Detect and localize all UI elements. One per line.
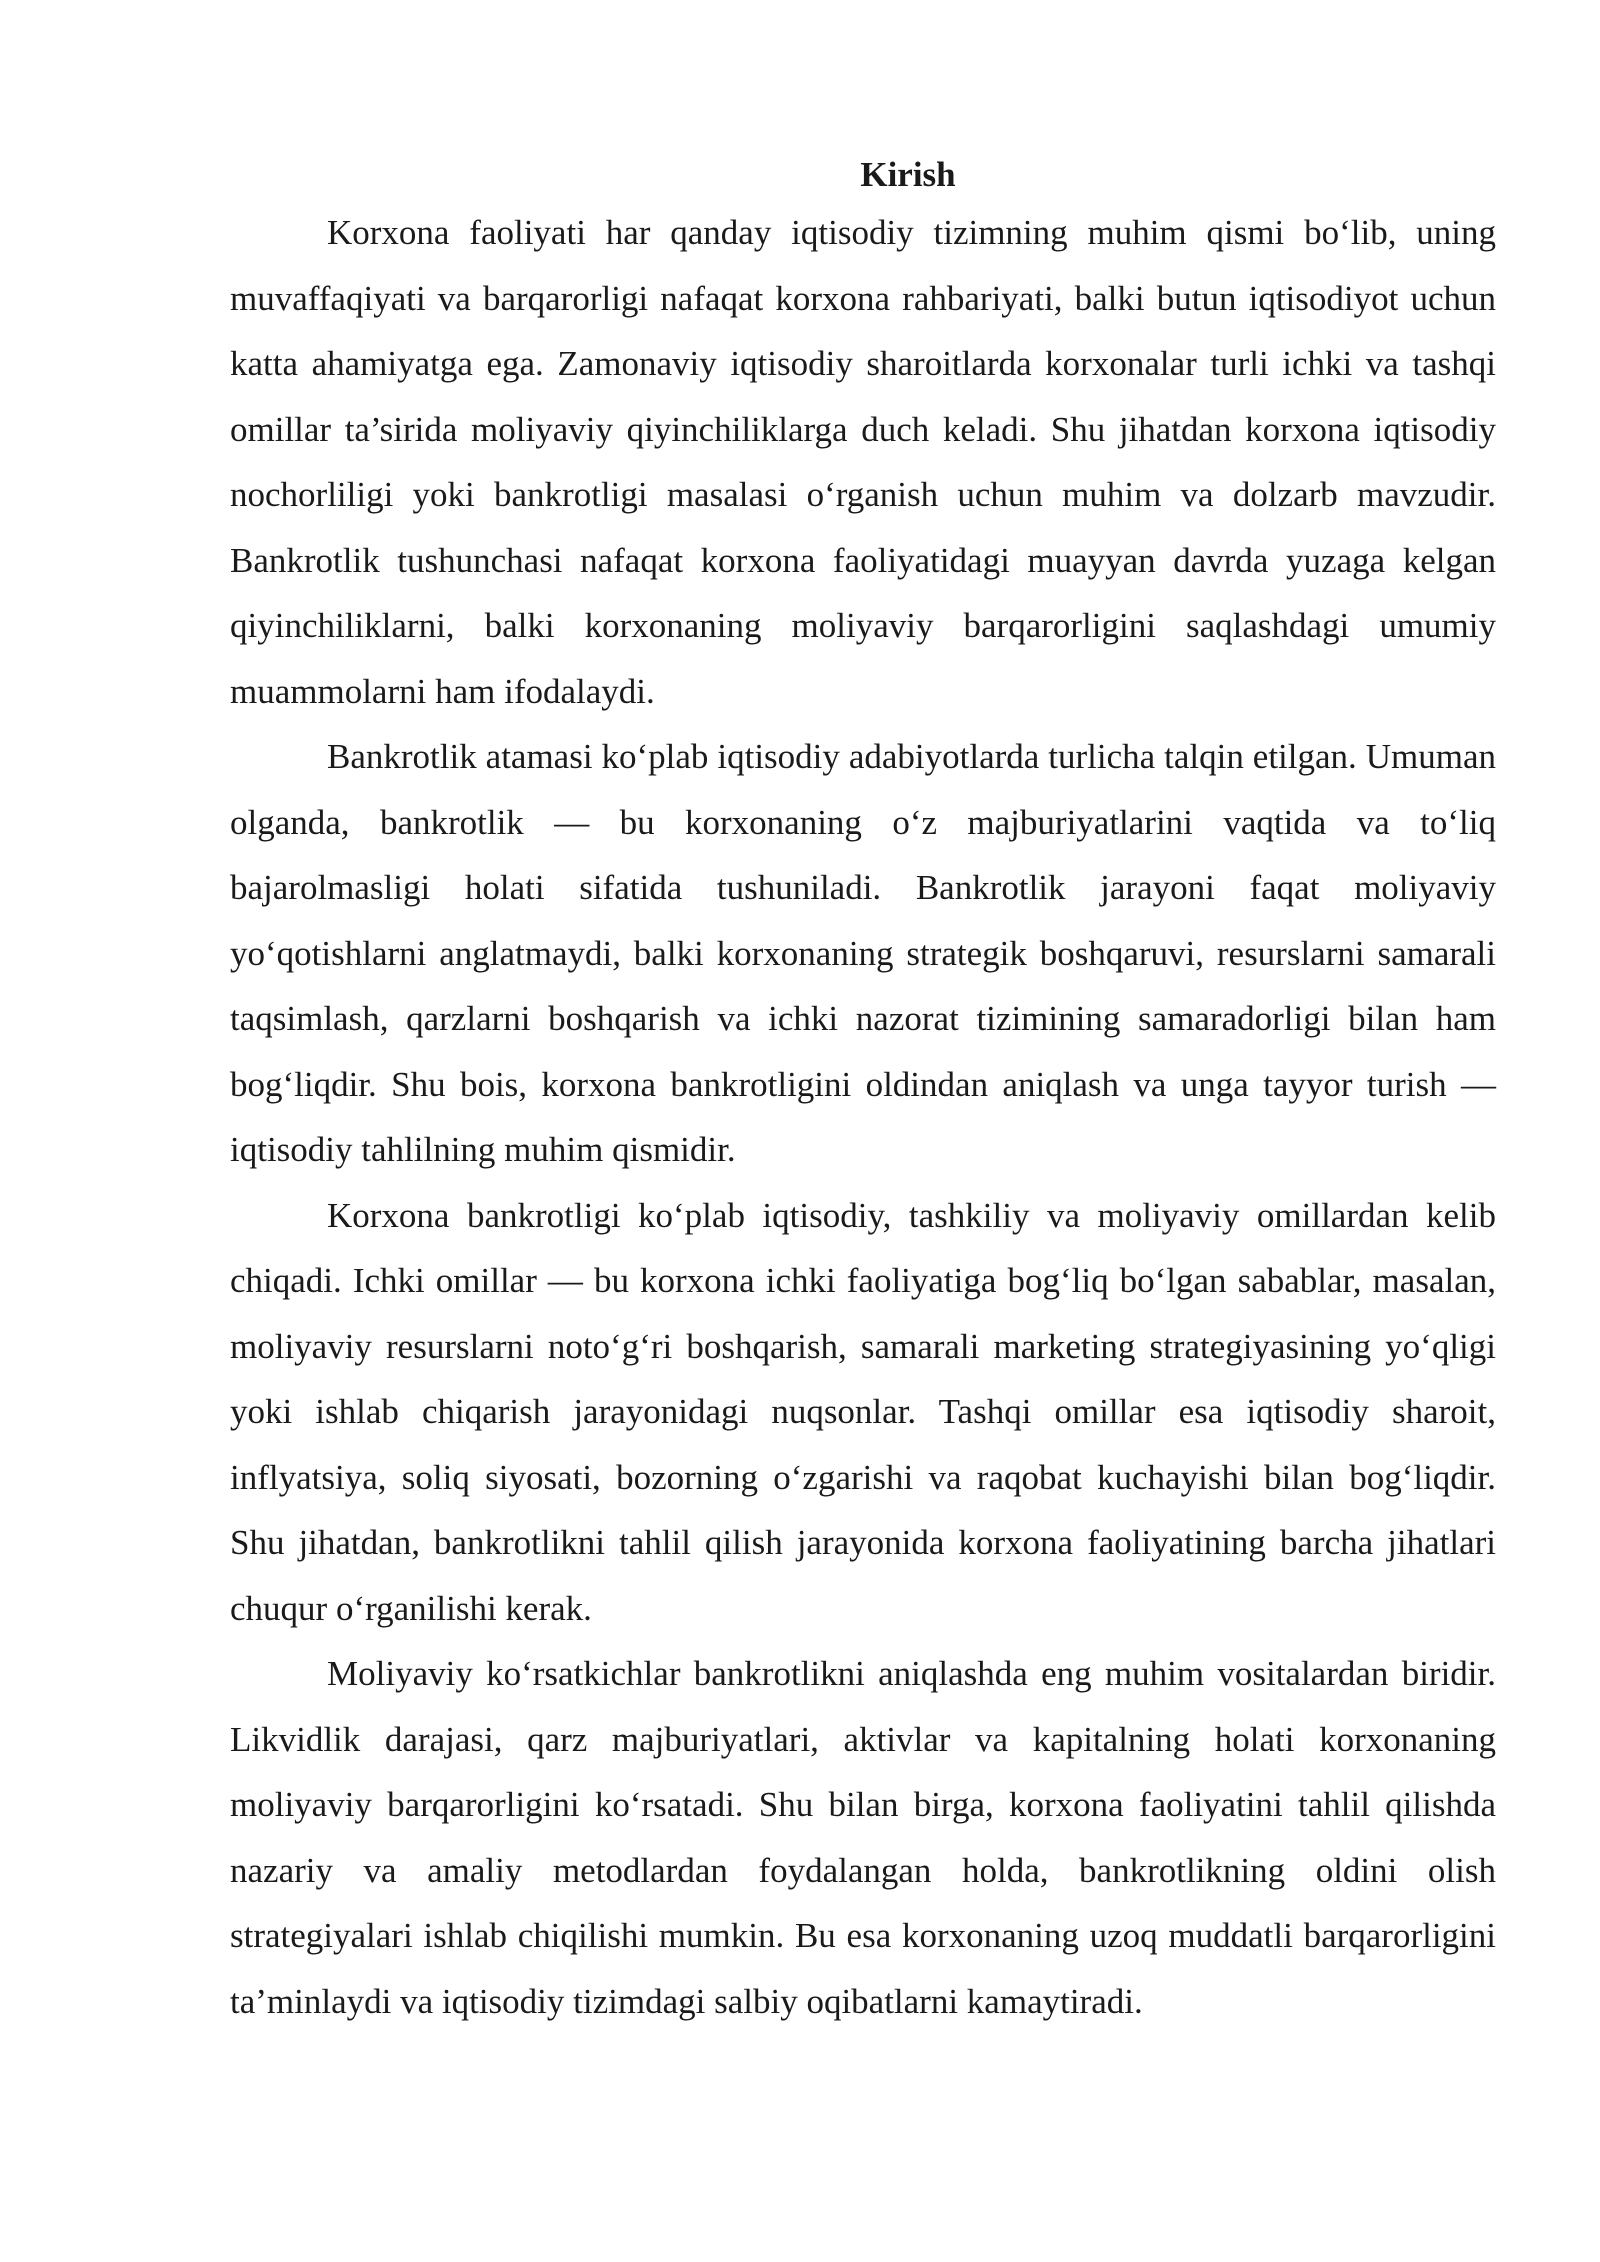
paragraph-2: Bankrotlik atamasi ko‘plab iqtisodiy adabiyotlarda turlicha talqin etilgan. Umuman olganda, bankrotlik — bu korxonaning o‘z majburiyatlarini vaqtida va to‘liq bajarolmasligi holati sifatida tushuniladi. Bankrotlik jarayoni faqat moliyaviy yo‘qotishlarni anglatmaydi, balki korxonaning strategik boshqaruvi, resurslarni samarali taqsimlash, qarzlarni boshqarish va ichki nazorat tizimining samaradorligi bilan ham bog‘liqdir. Shu bois, korxona bankrotligini oldindan aniqlash va unga tayyor turish — iqtisodiy tahlilning muhim qismidir. <box>230 737 1496 1169</box>
document-body <box>230 150 1496 2034</box>
paragraph-1: Korxona faoliyati har qanday iqtisodiy tizimning muhim qismi bo‘lib, uning muvaffaqiyati va barqarorligi nafaqat korxona rahbariyati, balki butun iqtisodiyot uchun katta ahamiyatga ega. Zamonaviy iqtisodiy sharoitlarda korxonalar turli ichki va tashqi omillar ta’sirida moliyaviy qiyinchiliklarga duch keladi. Shu jihatdan korxona iqtisodiy nochorliligi yoki bankrotligi masalasi o‘rganish uchun muhim va dolzarb mavzudir. Bankrotlik tushunchasi nafaqat korxona faoliyatidagi muayyan davrda yuzaga kelgan qiyinchiliklarni, balki korxonaning moliyaviy barqarorligini saqlashdagi umumiy muammolarni ham ifodalaydi. <box>230 213 1496 711</box>
paragraph-4: Moliyaviy ko‘rsatkichlar bankrotlikni aniqlashda eng muhim vositalardan biridir. Likvidlik darajasi, qarz majburiyatlari, aktivlar va kapitalning holati korxonaning moliyaviy barqarorligini ko‘rsatadi. Shu bilan birga, korxona faoliyatini tahlil qilishda nazariy va amaliy metodlardan foydalangan holda, bankrotlikning oldini olish strategiyalari ishlab chiqilishi mumkin. Bu esa korxonaning uzoq muddatli barqarorligini ta’minlaydi va iqtisodiy tizimdagi salbiy oqibatlarni kamaytiradi. <box>230 1654 1496 2021</box>
document-title: Kirish <box>860 155 956 194</box>
paragraph-3: Korxona bankrotligi ko‘plab iqtisodiy, tashkiliy va moliyaviy omillardan kelib chiqadi. Ichki omillar — bu korxona ichki faoliyatiga bog‘liq bo‘lgan sabablar, masalan, moliyaviy resurslarni noto‘g‘ri boshqarish, samarali marketing strategiyasining yo‘qligi yoki ishlab chiqarish jarayonidagi nuqsonlar. Tashqi omillar esa iqtisodiy sharoit, inflyatsiya, soliq siyosati, bozorning o‘zgarishi va raqobat kuchayishi bilan bog‘liqdir. Shu jihatdan, bankrotlikni tahlil qilish jarayonida korxona faoliyatining barcha jihatlari chuqur o‘rganilishi kerak. <box>230 1195 1496 1628</box>
